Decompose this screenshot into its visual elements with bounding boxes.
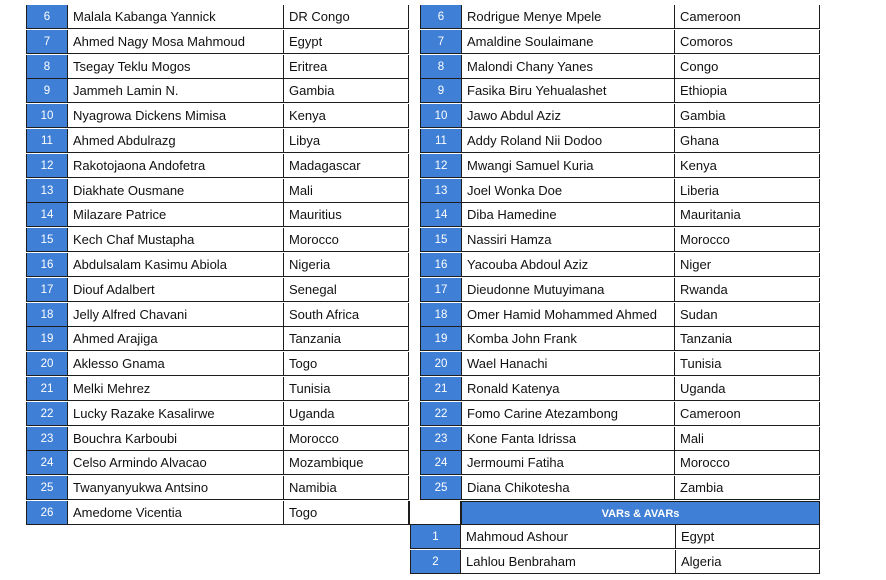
row-number: 20 [26,352,68,376]
table-row [420,179,820,203]
referee-country: Cameroon [675,402,820,426]
referee-name: Kech Chaf Mustapha [68,228,284,252]
table-row [420,451,820,475]
referee-name: Yacouba Abdoul Aziz [462,253,675,277]
row-number: 17 [420,278,462,302]
referee-name: Melki Mehrez [68,377,284,401]
row-number: 23 [420,427,462,451]
table-row [420,154,820,178]
row-number: 25 [26,476,68,500]
row-number: 8 [420,55,462,79]
referee-name: Jelly Alfred Chavani [68,303,284,327]
row-number: 13 [420,179,462,203]
referee-country: Egypt [676,525,820,549]
row-number: 16 [26,253,68,277]
table-row [26,278,409,302]
table-row [410,550,820,574]
referee-name: Rakotojaona Andofetra [68,154,284,178]
table-row [420,228,820,252]
referee-country: Mauritius [284,203,409,227]
row-number: 13 [26,179,68,203]
referee-name: Diouf Adalbert [68,278,284,302]
referee-name: Bouchra Karboubi [68,427,284,451]
referee-country: Mali [675,427,820,451]
row-number: 23 [26,427,68,451]
table-row [26,377,409,401]
referee-name: Fasika Biru Yehualashet [462,79,675,103]
referee-name: Malala Kabanga Yannick [68,5,284,29]
referee-name: Malondi Chany Yanes [462,55,675,79]
row-number: 18 [420,303,462,327]
referee-name: Amaldine Soulaimane [462,30,675,54]
row-number: 12 [420,154,462,178]
referee-name: Ahmed Arajiga [68,327,284,351]
referee-country: Gambia [675,104,820,128]
row-number: 20 [420,352,462,376]
referee-country: Morocco [284,228,409,252]
table-row [26,327,409,351]
row-number: 9 [26,79,68,103]
referee-name: Diakhate Ousmane [68,179,284,203]
referee-country: Algeria [676,550,820,574]
table-row [26,451,409,475]
referee-name: Milazare Patrice [68,203,284,227]
row-number: 22 [420,402,462,426]
row-number: 8 [26,55,68,79]
referee-country: Tanzania [675,327,820,351]
table-row [26,501,409,525]
table-row [420,327,820,351]
row-number: 7 [420,30,462,54]
referee-country: Mauritania [675,203,820,227]
referee-name: Kone Fanta Idrissa [462,427,675,451]
table-row [26,79,409,103]
table-row [420,129,820,153]
referee-name: Ahmed Abdulrazg [68,129,284,153]
referee-country: Kenya [675,154,820,178]
row-number: 15 [420,228,462,252]
table-row [26,129,409,153]
table-row [26,228,409,252]
table-row [26,476,409,500]
referee-name: Jawo Abdul Aziz [462,104,675,128]
table-row [26,427,409,451]
referee-country: Zambia [675,476,820,500]
table-row [420,30,820,54]
referee-country: Tanzania [284,327,409,351]
table-row [420,402,820,426]
table-row [26,104,409,128]
referee-name: Lucky Razake Kasalirwe [68,402,284,426]
row-number: 19 [26,327,68,351]
referee-country: Libya [284,129,409,153]
row-number: 11 [420,129,462,153]
table-row [420,104,820,128]
referee-country: Mali [284,179,409,203]
row-number: 24 [420,451,462,475]
row-number: 21 [26,377,68,401]
table-row [420,427,820,451]
referee-name: Fomo Carine Atezambong [462,402,675,426]
table-row [410,525,820,549]
referee-name: Abdulsalam Kasimu Abiola [68,253,284,277]
table-row [420,203,820,227]
referee-country: DR Congo [284,5,409,29]
referee-country: Namibia [284,476,409,500]
referee-country: Comoros [675,30,820,54]
referee-country: Congo [675,55,820,79]
referee-name: Mahmoud Ashour [461,525,676,549]
referee-name: Rodrigue Menye Mpele [462,5,675,29]
table-row [26,30,409,54]
referee-name: Aklesso Gnama [68,352,284,376]
row-number: 19 [420,327,462,351]
referee-country: Ghana [675,129,820,153]
row-number: 2 [410,550,461,574]
referee-name: Jermoumi Fatiha [462,451,675,475]
table-row [26,352,409,376]
referee-country: Niger [675,253,820,277]
table-row [26,179,409,203]
referee-country: Tunisia [284,377,409,401]
referee-name: Nassiri Hamza [462,228,675,252]
referee-country: Kenya [284,104,409,128]
referee-name: Addy Roland Nii Dodoo [462,129,675,153]
referee-country: Togo [284,352,409,376]
referee-name: Ahmed Nagy Mosa Mahmoud [68,30,284,54]
table-row [420,55,820,79]
row-number: 1 [410,525,461,549]
referee-country: Nigeria [284,253,409,277]
referee-country: Eritrea [284,55,409,79]
referee-name: Mwangi Samuel Kuria [462,154,675,178]
table-row [420,79,820,103]
row-number: 16 [420,253,462,277]
referee-country: Egypt [284,30,409,54]
row-number: 11 [26,129,68,153]
table-row [420,303,820,327]
referee-country: Sudan [675,303,820,327]
referee-country: Uganda [284,402,409,426]
row-number: 12 [26,154,68,178]
row-number: 22 [26,402,68,426]
row-number: 14 [26,203,68,227]
table-row [26,55,409,79]
table-row [26,154,409,178]
referee-name: Joel Wonka Doe [462,179,675,203]
referee-country: Liberia [675,179,820,203]
table-row [26,203,409,227]
row-number: 15 [26,228,68,252]
table-row [420,476,820,500]
table-row [26,303,409,327]
row-number: 6 [420,5,462,29]
table-row [420,5,820,29]
row-number: 17 [26,278,68,302]
referee-name: Celso Armindo Alvacao [68,451,284,475]
row-number: 21 [420,377,462,401]
referee-name: Diba Hamedine [462,203,675,227]
table-row [420,352,820,376]
referee-country: Morocco [675,228,820,252]
referee-name: Lahlou Benbraham [461,550,676,574]
table-row [420,253,820,277]
row-number: 7 [26,30,68,54]
referee-country: South Africa [284,303,409,327]
table-row [26,402,409,426]
row-number: 25 [420,476,462,500]
referee-country: Cameroon [675,5,820,29]
referee-name: Diana Chikotesha [462,476,675,500]
referee-country: Gambia [284,79,409,103]
referee-name: Ronald Katenya [462,377,675,401]
referee-country: Ethiopia [675,79,820,103]
referee-country: Togo [284,501,409,525]
table-row [420,377,820,401]
referee-country: Morocco [675,451,820,475]
referee-country: Mozambique [284,451,409,475]
referee-name: Dieudonne Mutuyimana [462,278,675,302]
referee-name: Amedome Vicentia [68,501,284,525]
referee-country: Morocco [284,427,409,451]
blank-cell [409,501,461,525]
row-number: 26 [26,501,68,525]
referee-name: Komba John Frank [462,327,675,351]
referee-name: Jammeh Lamin N. [68,79,284,103]
referee-name: Wael Hanachi [462,352,675,376]
referee-country: Uganda [675,377,820,401]
table-row [420,278,820,302]
table-row [26,5,409,29]
row-number: 9 [420,79,462,103]
referee-country: Senegal [284,278,409,302]
referee-country: Rwanda [675,278,820,302]
row-number: 6 [26,5,68,29]
var-section-header: VARs & AVARs [461,501,820,525]
referee-country: Madagascar [284,154,409,178]
row-number: 24 [26,451,68,475]
referee-name: Twanyanyukwa Antsino [68,476,284,500]
table-row [26,253,409,277]
referee-name: Tsegay Teklu Mogos [68,55,284,79]
referee-name: Omer Hamid Mohammed Ahmed [462,303,675,327]
row-number: 14 [420,203,462,227]
row-number: 18 [26,303,68,327]
row-number: 10 [26,104,68,128]
referee-name: Nyagrowa Dickens Mimisa [68,104,284,128]
row-number: 10 [420,104,462,128]
referee-country: Tunisia [675,352,820,376]
